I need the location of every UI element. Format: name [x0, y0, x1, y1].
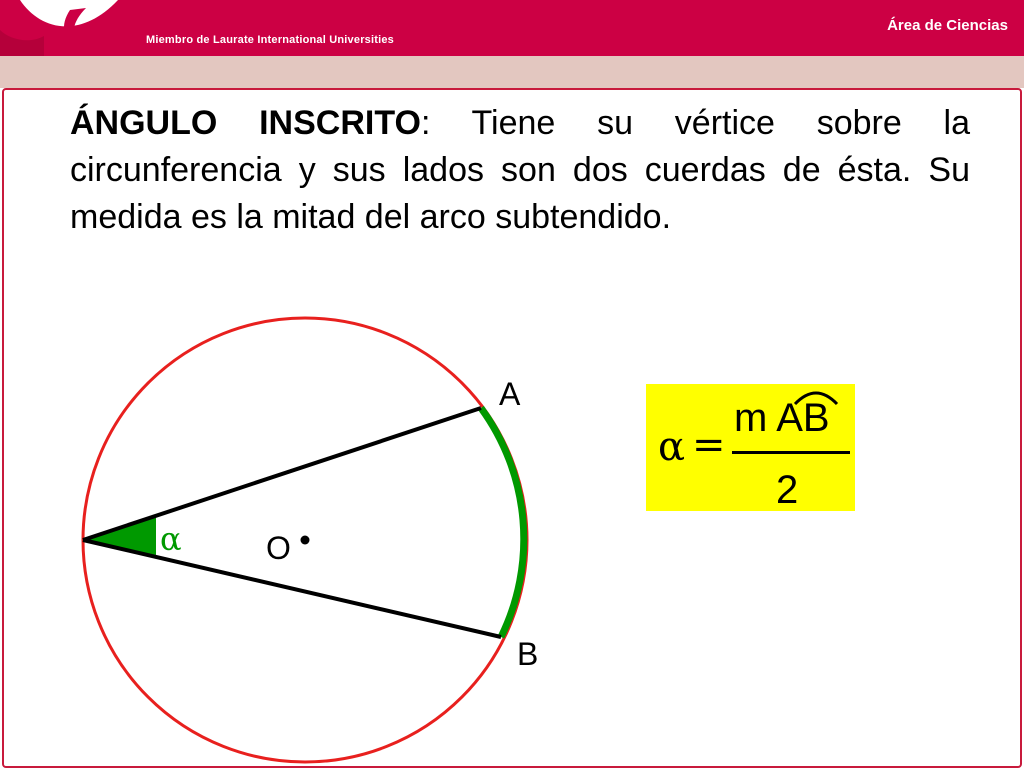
center-point: [301, 536, 310, 545]
formula-box: [646, 384, 855, 511]
formula-alpha: α: [658, 424, 686, 470]
formula-equals: =: [692, 422, 726, 468]
formula-denominator: 2: [776, 468, 799, 512]
chord-b: [83, 540, 501, 637]
area-title: Área de Ciencias: [887, 17, 1008, 34]
point-b-label: B: [517, 636, 539, 672]
term-title: ÁNGULO INSCRITO: [70, 104, 421, 142]
fraction-bar: [732, 451, 850, 454]
definition-text: Tiene su vértice sobre la circunferencia y sus lados son dos cuerdas de ésta. Su medida es la mitad del arco subtendido.: [70, 104, 970, 236]
point-a-label: A: [499, 376, 521, 412]
center-label: O: [266, 530, 291, 566]
formula-numerator: m AB: [734, 396, 830, 440]
subtended-arc: [481, 408, 524, 637]
term-colon: :: [420, 104, 431, 142]
member-text: Miembro de Laurate International Universities: [146, 34, 395, 46]
chord-a: [83, 408, 481, 540]
angle-label: α: [160, 520, 182, 558]
